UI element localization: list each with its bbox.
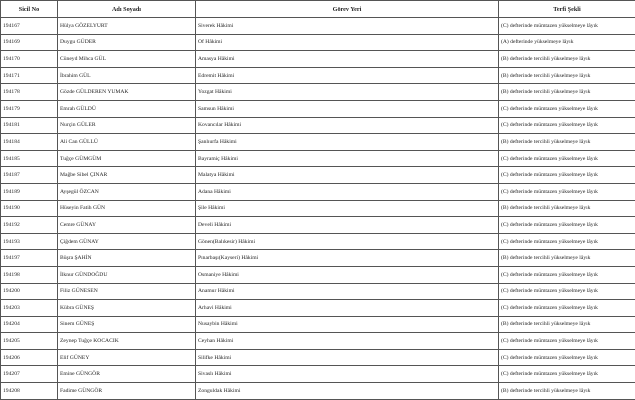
header-terfi-sekli: Terfi Şekli: [499, 1, 635, 18]
cell-adi-soyadi: Cüneyd Mihca GÜL: [58, 51, 196, 68]
cell-terfi-sekli: (C) defterinde mümtazen yükselmeye lâyık: [499, 233, 635, 250]
table-row: [1, 51, 635, 68]
cell-sicil-no: 194189: [1, 183, 58, 200]
cell-terfi-sekli: (C) defterinde mümtazen yükselmeye lâyık: [499, 183, 635, 200]
cell-sicil-no: 194190: [1, 200, 58, 217]
cell-adi-soyadi: Duygu GÜDER: [58, 34, 196, 51]
table-row: [1, 18, 635, 35]
cell-terfi-sekli: (B) defterinde tercihli yükselmeye lâyık: [499, 200, 635, 217]
cell-gorev-yeri: Osmaniye Hâkimi: [196, 266, 499, 283]
cell-adi-soyadi: Sinem GÜNEŞ: [58, 316, 196, 333]
cell-adi-soyadi: Fadime GÜNGÖR: [58, 383, 196, 400]
cell-gorev-yeri: Pınarbaşı(Kayseri) Hâkimi: [196, 250, 499, 267]
cell-adi-soyadi: Zeynep Tuğçe KOCACIK: [58, 333, 196, 350]
table-row: [1, 84, 635, 101]
cell-adi-soyadi: İlknur GÜNDOĞDU: [58, 266, 196, 283]
table-body: [1, 18, 635, 400]
cell-terfi-sekli: (C) defterinde mümtazen yükselmeye lâyık: [499, 300, 635, 317]
table-row: [1, 333, 635, 350]
cell-terfi-sekli: (B) defterinde tercihli yükselmeye lâyık: [499, 383, 635, 400]
cell-gorev-yeri: Of Hâkimi: [196, 34, 499, 51]
table-row: [1, 183, 635, 200]
table-row: [1, 366, 635, 383]
cell-terfi-sekli: (B) defterinde tercihli yükselmeye lâyık: [499, 250, 635, 267]
cell-terfi-sekli: (C) defterinde mümtazen yükselmeye lâyık: [499, 333, 635, 350]
cell-adi-soyadi: Ayşegül ÖZCAN: [58, 183, 196, 200]
cell-terfi-sekli: (A) defterinde yükselmeye lâyık: [499, 34, 635, 51]
table-row: [1, 233, 635, 250]
cell-gorev-yeri: Zonguldak Hâkimi: [196, 383, 499, 400]
cell-gorev-yeri: Sivaslı Hâkimi: [196, 366, 499, 383]
cell-adi-soyadi: Ali Can GÜLLÜ: [58, 134, 196, 151]
cell-adi-soyadi: Cemre GÜNAY: [58, 217, 196, 234]
cell-sicil-no: 194206: [1, 349, 58, 366]
cell-gorev-yeri: Develi Hâkimi: [196, 217, 499, 234]
cell-gorev-yeri: Kovancılar Hâkimi: [196, 117, 499, 134]
cell-terfi-sekli: (B) defterinde tercihli yükselmeye lâyık: [499, 316, 635, 333]
cell-terfi-sekli: (B) defterinde tercihli yükselmeye lâyık: [499, 134, 635, 151]
cell-sicil-no: 194192: [1, 217, 58, 234]
cell-adi-soyadi: Tuğçe GÜMGÜM: [58, 150, 196, 167]
table-row: [1, 167, 635, 184]
table-row: [1, 100, 635, 117]
table-row: [1, 250, 635, 267]
cell-gorev-yeri: Ceyhan Hâkimi: [196, 333, 499, 350]
cell-gorev-yeri: Amasya Hâkimi: [196, 51, 499, 68]
cell-adi-soyadi: Nurçin GÜLER: [58, 117, 196, 134]
cell-gorev-yeri: Siverek Hâkimi: [196, 18, 499, 35]
cell-gorev-yeri: Adana Hâkimi: [196, 183, 499, 200]
cell-sicil-no: 194185: [1, 150, 58, 167]
header-gorev-yeri: Görev Yeri: [196, 1, 499, 18]
cell-terfi-sekli: (C) defterinde mümtazen yükselmeye lâyık: [499, 366, 635, 383]
cell-sicil-no: 194203: [1, 300, 58, 317]
cell-sicil-no: 194205: [1, 333, 58, 350]
cell-gorev-yeri: Nusaybin Hâkimi: [196, 316, 499, 333]
cell-sicil-no: 194169: [1, 34, 58, 51]
cell-adi-soyadi: Kübra GÜNEŞ: [58, 300, 196, 317]
cell-terfi-sekli: (C) defterinde mümtazen yükselmeye lâyık: [499, 100, 635, 117]
cell-sicil-no: 194193: [1, 233, 58, 250]
cell-gorev-yeri: Arhavi Hâkimi: [196, 300, 499, 317]
table-row: [1, 266, 635, 283]
header-row: [1, 1, 635, 18]
cell-adi-soyadi: İbrahim GÜL: [58, 67, 196, 84]
table-row: [1, 300, 635, 317]
cell-sicil-no: 194167: [1, 18, 58, 35]
table-row: [1, 134, 635, 151]
header-adi-soyadi: Adı Soyadı: [58, 1, 196, 18]
cell-gorev-yeri: Silifke Hâkimi: [196, 349, 499, 366]
cell-adi-soyadi: Elif GÜNEY: [58, 349, 196, 366]
cell-sicil-no: 194179: [1, 100, 58, 117]
cell-sicil-no: 194204: [1, 316, 58, 333]
cell-sicil-no: 194181: [1, 117, 58, 134]
cell-gorev-yeri: Şile Hâkimi: [196, 200, 499, 217]
cell-sicil-no: 194198: [1, 266, 58, 283]
cell-sicil-no: 194171: [1, 67, 58, 84]
table-row: [1, 117, 635, 134]
header-sicil-no: Sicil No: [1, 1, 58, 18]
cell-adi-soyadi: Gözde GÜLDEREN YUMAK: [58, 84, 196, 101]
cell-adi-soyadi: Mağbe Sibel ÇINAR: [58, 167, 196, 184]
cell-adi-soyadi: Çiğdem GÜNAY: [58, 233, 196, 250]
table-row: [1, 67, 635, 84]
cell-sicil-no: 194187: [1, 167, 58, 184]
cell-sicil-no: 194178: [1, 84, 58, 101]
table-row: [1, 316, 635, 333]
table-header: [1, 1, 635, 18]
cell-terfi-sekli: (C) defterinde mümtazen yükselmeye lâyık: [499, 117, 635, 134]
table-row: [1, 34, 635, 51]
table-row: [1, 150, 635, 167]
cell-terfi-sekli: (C) defterinde mümtazen yükselmeye lâyık: [499, 167, 635, 184]
cell-adi-soyadi: Hülya GÖZELYURT: [58, 18, 196, 35]
cell-gorev-yeri: Gönen(Balıkesir) Hâkimi: [196, 233, 499, 250]
cell-terfi-sekli: (C) defterinde mümtazen yükselmeye lâyık: [499, 349, 635, 366]
table-row: [1, 217, 635, 234]
cell-adi-soyadi: Emine GÜNGÖR: [58, 366, 196, 383]
cell-gorev-yeri: Edremit Hâkimi: [196, 67, 499, 84]
cell-gorev-yeri: Yozgat Hâkimi: [196, 84, 499, 101]
cell-sicil-no: 194200: [1, 283, 58, 300]
cell-terfi-sekli: (B) defterinde tercihli yükselmeye lâyık: [499, 51, 635, 68]
cell-gorev-yeri: Şanlıurfa Hâkimi: [196, 134, 499, 151]
cell-gorev-yeri: Anamur Hâkimi: [196, 283, 499, 300]
cell-sicil-no: 194208: [1, 383, 58, 400]
cell-gorev-yeri: Bayramiç Hâkimi: [196, 150, 499, 167]
cell-adi-soyadi: Emrah GÜLDÜ: [58, 100, 196, 117]
cell-terfi-sekli: (B) defterinde tercihli yükselmeye lâyık: [499, 67, 635, 84]
cell-terfi-sekli: (C) defterinde mümtazen yükselmeye lâyık: [499, 217, 635, 234]
cell-adi-soyadi: Büşra ŞAHİN: [58, 250, 196, 267]
cell-terfi-sekli: (C) defterinde mümtazen yükselmeye lâyık: [499, 18, 635, 35]
table-row: [1, 349, 635, 366]
cell-terfi-sekli: (C) defterinde mümtazen yükselmeye lâyık: [499, 150, 635, 167]
cell-gorev-yeri: Malatya Hâkimi: [196, 167, 499, 184]
cell-adi-soyadi: Filiz GÜNESEN: [58, 283, 196, 300]
table-row: [1, 200, 635, 217]
cell-terfi-sekli: (C) defterinde mümtazen yükselmeye lâyık: [499, 266, 635, 283]
cell-gorev-yeri: Samsun Hâkimi: [196, 100, 499, 117]
table-row: [1, 383, 635, 400]
cell-sicil-no: 194207: [1, 366, 58, 383]
cell-sicil-no: 194197: [1, 250, 58, 267]
cell-sicil-no: 194170: [1, 51, 58, 68]
cell-terfi-sekli: (B) defterinde tercihli yükselmeye lâyık: [499, 84, 635, 101]
cell-sicil-no: 194184: [1, 134, 58, 151]
cell-terfi-sekli: (C) defterinde mümtazen yükselmeye lâyık: [499, 283, 635, 300]
table-row: [1, 283, 635, 300]
cell-adi-soyadi: Hüseyin Fatih GÜN: [58, 200, 196, 217]
